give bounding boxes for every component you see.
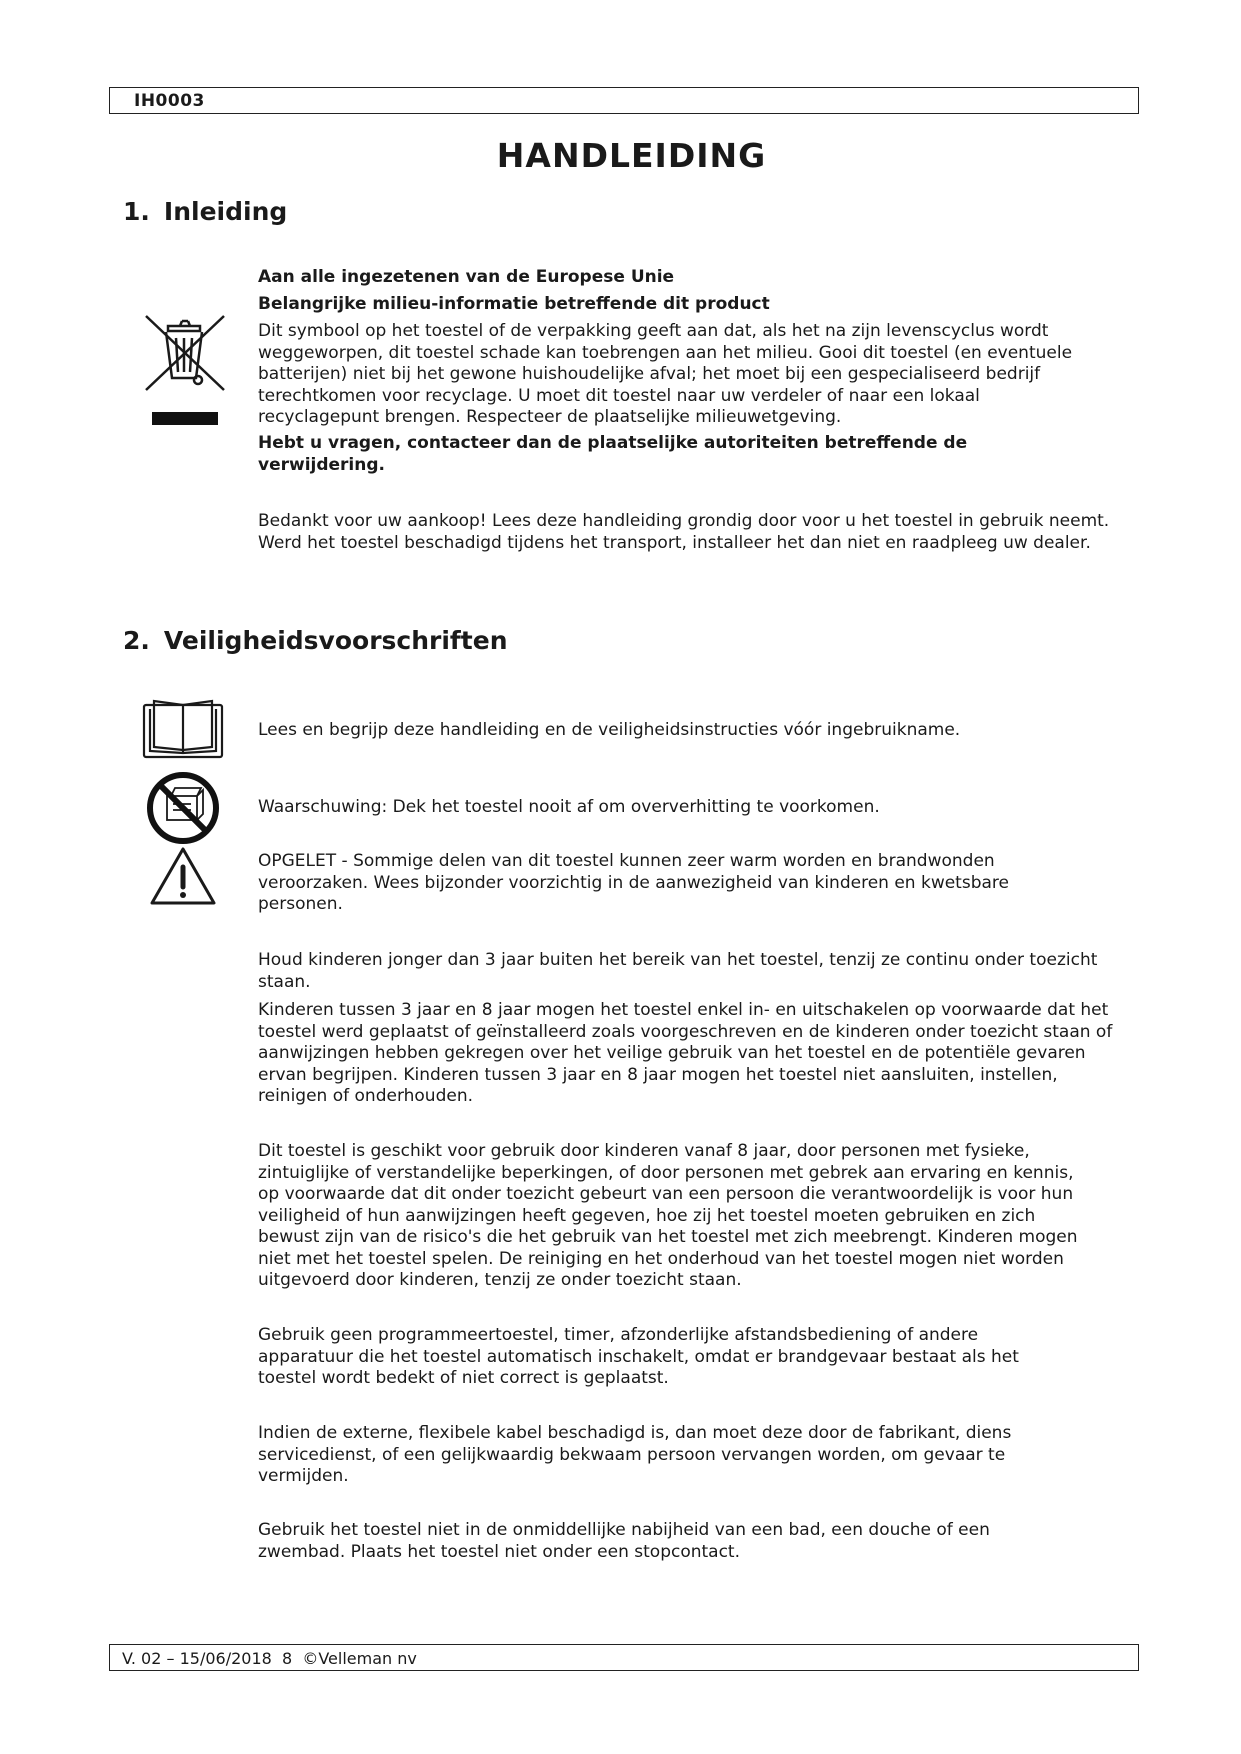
read-manual-text: Lees en begrijp deze handleiding en de veiligheidsinstructies vóór ingebruikname. [258, 720, 961, 740]
section-1-title: Inleiding [163, 197, 288, 226]
bathroom-text: Gebruik het toestel niet in de onmiddellijke nabijheid van een bad, een douche of een zwembad. Plaats het toestel niet onder een stopcontact. [258, 1520, 990, 1562]
thanks-text: Bedankt voor uw aankoop! Lees deze handleiding grondig door voor u het toestel in gebruik neemt. Werd het toestel beschadigd tijdens het transport, installeer het dan niet en raadpleeg uw dealer. [258, 511, 1110, 553]
children-3-8-text: Kinderen tussen 3 jaar en 8 jaar mogen het toestel enkel in- en uitschakelen op voorwaarde dat het toestel werd geplaatst of geïnstalleerd zoals voorgeschreven en de kinderen onder toezicht staan of aanwijzingen hebben gekregen over het veilige gebruik van het toestel en de potentiële gevaren ervan begrijpen. Kinderen tussen 3 jaar en 8 jaar mogen het toestel niet aansluiten, instellen, reinigen of onderhouden. [258, 1000, 1113, 1106]
weee-bin-icon [142, 312, 228, 432]
weee-note: Hebt u vragen, contacteer dan de plaatselijke autoriteiten betreffende de verwijdering. [258, 433, 968, 475]
no-timer-text: Gebruik geen programmeertoestel, timer, afzonderlijke afstandsbediening of andere apparatuur die het toestel automatisch inschakelt, omdat er brandgevaar bestaat als het toestel wordt bedekt of niet correct is geplaatst. [258, 1325, 1019, 1388]
children-8-plus-text: Dit toestel is geschikt voor gebruik door kinderen vanaf 8 jaar, door personen met fysieke, zintuiglijke of verstandelijke beperkingen, of door personen met gebrek aan ervaring en kennis, op voorwaarde dat dit onder toezicht gebeurt van een persoon die verantwoordelijk is voor hun veiligheid of hun aanwijzingen heeft gegeven, hoe zij het toestel moeten gebruiken en zich bewust zijn van de risico's die het gebruik van het toestel met zich meebrengt. Kinderen mogen niet met het toestel spelen. De reiniging en het onderhoud van het toestel mogen niet worden uitgevoerd door kinderen, tenzij ze onder toezicht staan. [258, 1141, 1078, 1290]
warning-triangle-icon [148, 845, 218, 907]
section-1-number: 1. [123, 197, 150, 226]
section-2-number: 2. [123, 626, 150, 655]
read-manual-icon [142, 697, 224, 759]
section-1-heading [123, 197, 287, 226]
cable-text: Indien de externe, flexibele kabel beschadigd is, dan moet deze door de fabrikant, diens servicedienst, of een gelijkwaardig bekwaam persoon vervangen worden, om gevaar te vermijden. [258, 1423, 1012, 1486]
caution-hot-text: OPGELET - Sommige delen van dit toestel kunnen zeer warm worden en brandwonden veroorzaken. Wees bijzonder voorzichtig in de aanwezigheid van kinderen en kwetsbare personen. [258, 851, 1009, 914]
model-number: IH0003 [134, 91, 205, 111]
do-not-cover-icon [145, 770, 221, 846]
weee-body: Dit symbool op het toestel of de verpakking geeft aan dat, als het na zijn levenscyclus wordt weggeworpen, dit toestel schade kan toebrengen aan het milieu. Gooi dit toestel (en eventuele batterijen) niet bij het gewone huishoudelijke afval; het moet bij een gespecialiseerd bedrijf terechtkomen voor recyclage. U moet dit toestel naar uw verdeler of naar een lokaal recyclagepunt brengen. Respecteer de plaatselijke milieuwetgeving. [258, 321, 1073, 427]
weee-heading-2: Belangrijke milieu-informatie betreffende dit product [258, 294, 770, 314]
footer-text: V. 02 – 15/06/2018 8 ©Velleman nv [122, 1649, 417, 1668]
footer-box [109, 1644, 1139, 1671]
children-under-3-text: Houd kinderen jonger dan 3 jaar buiten het bereik van het toestel, tenzij ze continu onder toezicht staan. [258, 950, 1098, 992]
warning-cover-text: Waarschuwing: Dek het toestel nooit af om oververhitting te voorkomen. [258, 797, 880, 817]
weee-heading-1: Aan alle ingezetenen van de Europese Unie [258, 267, 675, 287]
page-title: HANDLEIDING [496, 136, 767, 175]
section-2-title: Veiligheidsvoorschriften [163, 626, 508, 655]
section-2-heading [123, 626, 508, 655]
header-box [109, 87, 1139, 114]
